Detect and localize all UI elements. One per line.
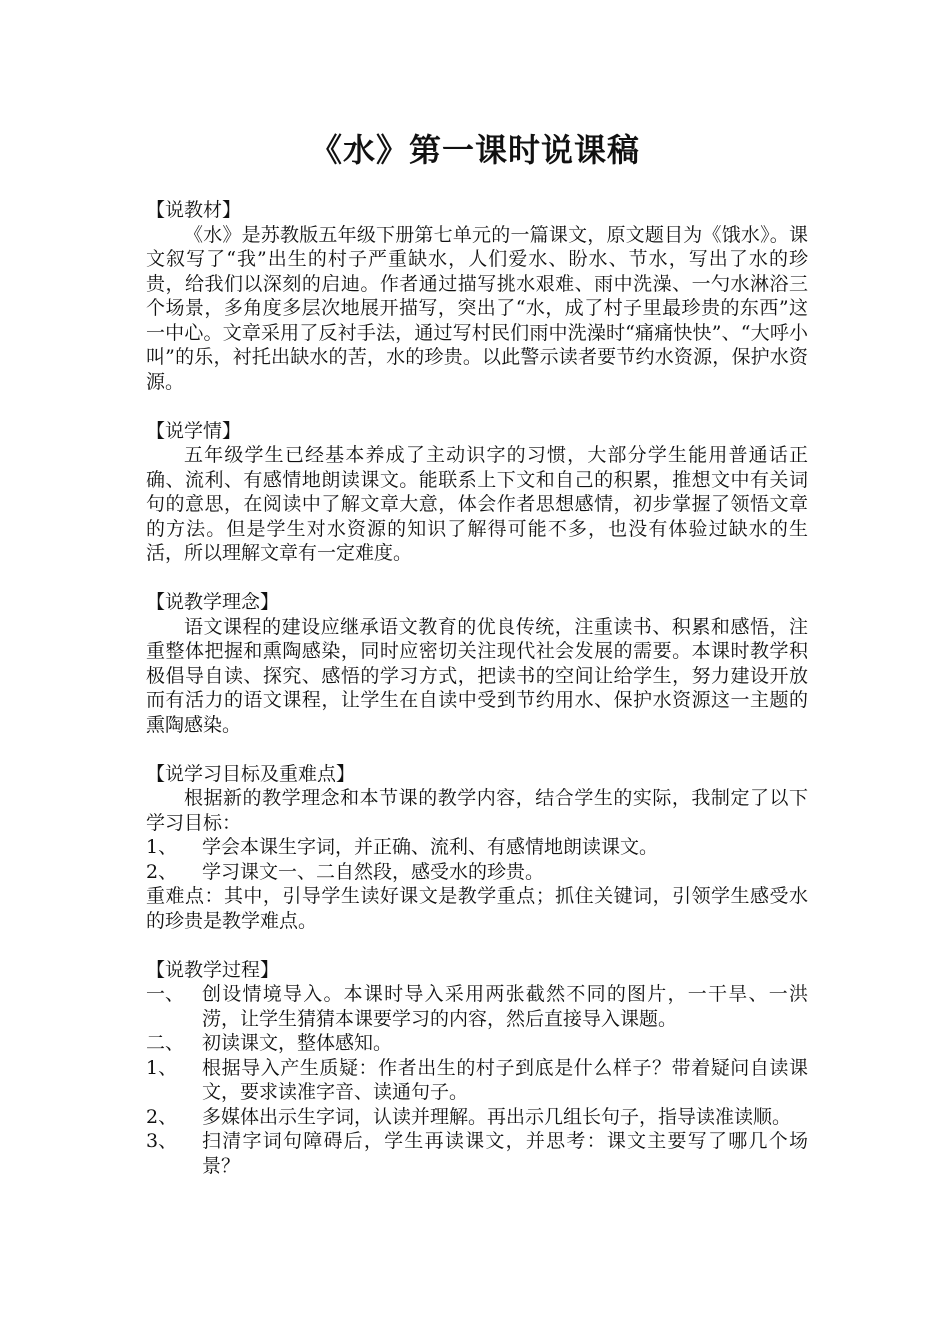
section-paragraph: 语文课程的建设应继承语文教育的优良传统，注重读书、积累和感悟，注重整体把握和熏陶感染，同时应密切关注现代社会发展的需要。本课时教学积极倡导自读、探究、感悟的学习方式，把读书的空间让给学生，努力建设开放而有活力的语文课程，让学生在自读中受到节约用水、保护水资源这一主题的熏陶感染。 bbox=[146, 615, 808, 736]
process-step bbox=[146, 1031, 808, 1056]
section-goals bbox=[146, 762, 808, 934]
section-philosophy bbox=[146, 590, 808, 737]
section-textbook bbox=[146, 198, 808, 394]
step-text: 创设情境导入。本课时导入采用两张截然不同的图片，一干旱、一洪涝，让学生猜猜本课要学习的内容，然后直接导入课题。 bbox=[202, 983, 808, 1030]
step-number: 2、 bbox=[146, 1105, 178, 1128]
step-number: 1、 bbox=[146, 1056, 178, 1079]
step-text: 多媒体出示生字词，认读并理解。再出示几组长句子，指导读准读顺。 bbox=[202, 1105, 792, 1128]
section-spacer bbox=[146, 394, 808, 419]
step-text: 扫清字词句障碍后，学生再读课文，并思考：课文主要写了哪几个场景？ bbox=[202, 1130, 808, 1177]
section-paragraph: 五年级学生已经基本养成了主动识字的习惯，大部分学生能用普通话正确、流利、有感情地朗读课文。能联系上下文和自己的积累，推想文中有关词句的意思，在阅读中了解文章大意，体会作者思想感情，初步掌握了领悟文章的方法。但是学生对水资源的知识了解得可能不多，也没有体验过缺水的生活，所以理解文章有一定难度。 bbox=[146, 444, 808, 564]
goal-number: 1、 bbox=[146, 836, 178, 858]
section-paragraph: 《水》是苏教版五年级下册第七单元的一篇课文，原文题目为《饿水》。课文叙写了“我”出生的村子严重缺水，人们爱水、盼水、节水，写出了水的珍贵，给我们以深刻的启迪。作者通过描写挑水艰难、雨中洗澡、一勺水淋浴三个场景，多角度多层次地展开描写，突出了“水，成了村子里最珍贵的东西”这一中心。文章采用了反衬手法，通过写村民们雨中洗澡时“痛痛快快”、“大呼小叫”的乐，衬托出缺水的苦，水的珍贵。以此警示读者要节约水资源，保护水资源。 bbox=[146, 223, 808, 393]
document-body bbox=[146, 198, 808, 1178]
step-text: 根据导入产生质疑：作者出生的村子到底是什么样子？带着疑问自读课文，要求读准字音、读通句子。 bbox=[202, 1056, 808, 1103]
section-spacer bbox=[146, 566, 808, 591]
goal-text: 学习课文一、二自然段，感受水的珍贵。 bbox=[202, 860, 545, 883]
process-step bbox=[146, 1105, 808, 1130]
step-number: 3、 bbox=[146, 1130, 178, 1152]
section-heading: 【说教材】 bbox=[146, 199, 242, 221]
section-students bbox=[146, 419, 808, 566]
step-number: 二、 bbox=[146, 1032, 185, 1054]
section-spacer bbox=[146, 933, 808, 958]
section-spacer bbox=[146, 737, 808, 762]
goal-text: 学会本课生字词，并正确、流利、有感情地朗读课文。 bbox=[202, 836, 659, 858]
goal-item bbox=[146, 835, 808, 860]
goal-item bbox=[146, 860, 808, 885]
goals-intro: 根据新的教学理念和本节课的教学内容，结合学生的实际，我制定了以下学习目标： bbox=[146, 787, 808, 834]
key-points: 重难点：其中，引导学生读好课文是教学重点；抓住关键词，引领学生感受水的珍贵是教学难点。 bbox=[146, 885, 808, 932]
step-number: 一、 bbox=[146, 983, 185, 1005]
document-title: 《水》第一课时说课稿 bbox=[309, 131, 640, 169]
section-process bbox=[146, 958, 808, 1179]
process-step bbox=[146, 1056, 808, 1105]
section-heading: 【说学习目标及重难点】 bbox=[146, 762, 356, 785]
process-step bbox=[146, 982, 808, 1031]
step-text: 初读课文，整体感知。 bbox=[202, 1032, 393, 1054]
section-heading: 【说教学过程】 bbox=[146, 958, 280, 981]
section-heading: 【说学情】 bbox=[146, 419, 242, 442]
section-heading: 【说教学理念】 bbox=[146, 591, 280, 613]
goal-number: 2、 bbox=[146, 860, 178, 883]
process-step bbox=[146, 1129, 808, 1178]
